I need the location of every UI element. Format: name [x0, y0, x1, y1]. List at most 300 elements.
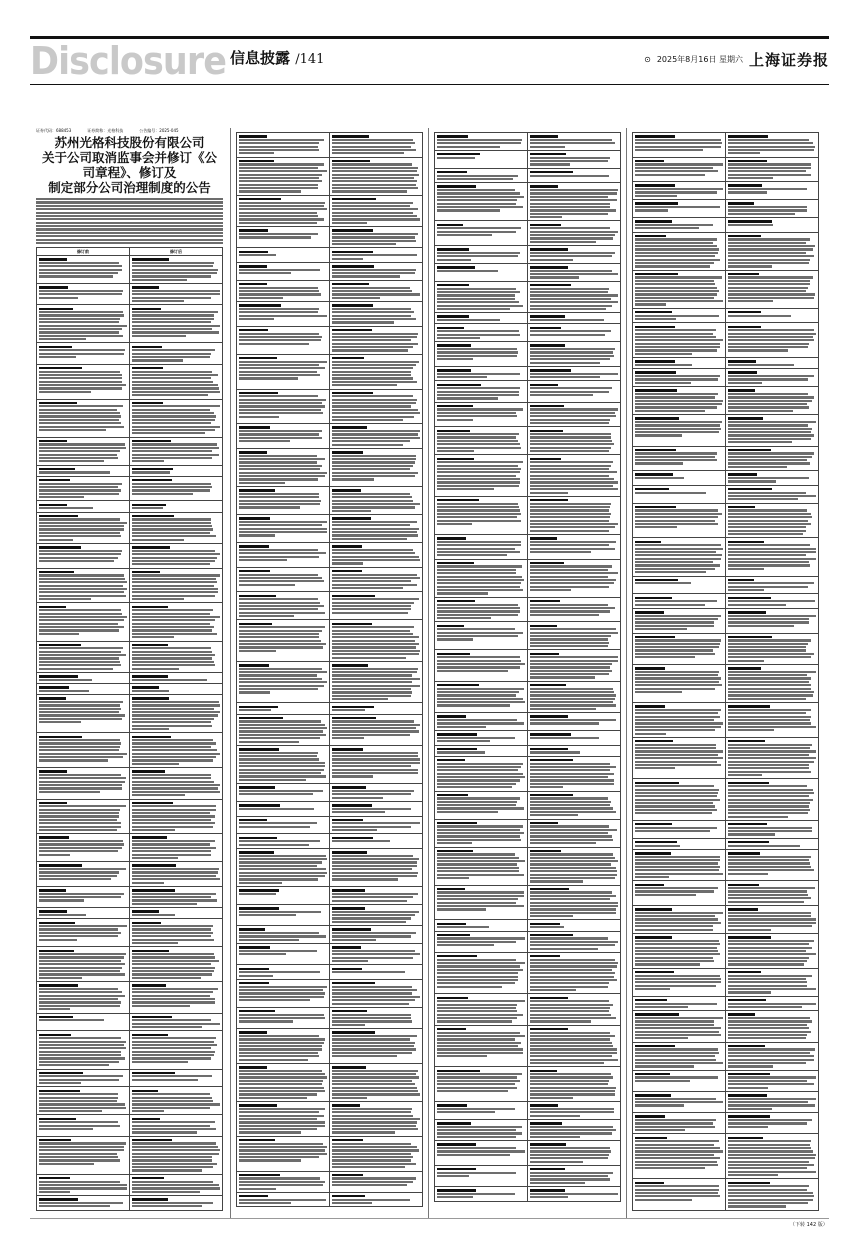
table-cell: [435, 246, 528, 264]
table-cell: [130, 1174, 223, 1195]
table-cell: [633, 1113, 726, 1134]
table-row: [237, 979, 423, 1007]
table-cell: [330, 543, 423, 568]
table-row: [633, 905, 819, 933]
table-cell: [330, 1102, 423, 1137]
table-cell: [237, 133, 330, 158]
table-cell: [435, 622, 528, 650]
table-cell: [37, 568, 130, 603]
stock-code: 证券代码：688453: [36, 128, 72, 133]
table-row: [37, 919, 223, 947]
table-cell: [528, 1067, 621, 1102]
table-cell: [37, 256, 130, 284]
table-row: [237, 424, 423, 449]
table-cell: [330, 1171, 423, 1192]
table-cell: [435, 1119, 528, 1140]
table-cell: [726, 838, 819, 849]
table-cell: [330, 302, 423, 327]
table-row: [633, 471, 819, 486]
table-cell: [633, 1070, 726, 1091]
company-name: 苏州光格科技股份有限公司: [54, 135, 205, 150]
table-row: [37, 684, 223, 695]
table-cell: [37, 695, 130, 733]
table-cell: [37, 641, 130, 672]
table-row: [633, 270, 819, 308]
table-cell: [528, 427, 621, 455]
table-cell: [528, 221, 621, 246]
table-cell: [330, 1063, 423, 1101]
table-row: [633, 779, 819, 821]
table-cell: [130, 501, 223, 512]
table-cell: [237, 195, 330, 226]
table-cell: [528, 1165, 621, 1186]
table-cell: [528, 281, 621, 312]
table-row: [435, 1119, 621, 1140]
table-cell: [237, 661, 330, 703]
notice-codes: [36, 128, 223, 133]
table-cell: [528, 994, 621, 1025]
table-cell: [528, 791, 621, 819]
header-before: 修订前: [37, 248, 130, 256]
table-cell: [435, 791, 528, 819]
table-cell: [130, 603, 223, 641]
table-cell: [330, 848, 423, 886]
table-row: [435, 246, 621, 264]
column-3: [434, 132, 621, 1216]
table-cell: [726, 633, 819, 664]
table-cell: [435, 931, 528, 952]
table-cell: [37, 1136, 130, 1174]
table-row: [37, 1069, 223, 1087]
table-row: [435, 281, 621, 312]
table-cell: [37, 1031, 130, 1069]
table-cell: [130, 465, 223, 476]
table-cell: [130, 512, 223, 543]
table-cell: [726, 1070, 819, 1091]
table-row: [435, 455, 621, 497]
table-row: [435, 559, 621, 597]
table-cell: [37, 768, 130, 799]
table-row: [37, 399, 223, 437]
table-cell: [330, 1192, 423, 1207]
table-cell: [130, 733, 223, 768]
table-cell: [528, 681, 621, 712]
table-row: [237, 926, 423, 944]
table-cell: [237, 515, 330, 543]
table-cell: [528, 150, 621, 168]
table-cell: [528, 1141, 621, 1166]
table-row: [37, 886, 223, 907]
table-row: [37, 568, 223, 603]
table-row: [633, 308, 819, 323]
table-row: [633, 157, 819, 182]
table-cell: [130, 1115, 223, 1136]
column-divider: [626, 128, 627, 1218]
table-cell: [435, 1067, 528, 1102]
table-row: [37, 465, 223, 476]
table-row: [633, 182, 819, 200]
table-cell: [633, 270, 726, 308]
table-cell: [435, 819, 528, 847]
comparison-table-cont: [632, 132, 819, 1211]
table-row: [633, 849, 819, 880]
table-cell: [633, 182, 726, 200]
table-cell: [330, 1029, 423, 1064]
table-row: [435, 1102, 621, 1120]
table-row: [37, 437, 223, 465]
table-cell: [237, 1136, 330, 1171]
table-row: [37, 284, 223, 305]
table-row: [435, 402, 621, 427]
table-cell: [528, 455, 621, 497]
table-row: [435, 756, 621, 791]
table-row: [37, 343, 223, 364]
table-cell: [237, 1029, 330, 1064]
table-cell: [330, 784, 423, 802]
table-row: [237, 784, 423, 802]
table-cell: [633, 1042, 726, 1070]
table-row: [237, 248, 423, 263]
table-row: [435, 1141, 621, 1166]
table-cell: [237, 904, 330, 925]
table-cell: [330, 448, 423, 486]
table-cell: [237, 227, 330, 248]
table-cell: [237, 620, 330, 662]
table-cell: [330, 965, 423, 980]
table-row: [237, 227, 423, 248]
table-cell: [37, 799, 130, 834]
table-row: [435, 920, 621, 931]
table-cell: [633, 664, 726, 702]
table-row: [237, 567, 423, 592]
table-row: [435, 745, 621, 756]
table-cell: [633, 881, 726, 906]
table-cell: [726, 820, 819, 838]
table-cell: [726, 779, 819, 821]
table-cell: [130, 834, 223, 862]
table-cell: [237, 1063, 330, 1101]
table-cell: [130, 684, 223, 695]
table-row: [37, 364, 223, 399]
table-cell: [130, 1136, 223, 1174]
table-cell: [435, 1187, 528, 1202]
table-row: [633, 608, 819, 633]
table-cell: [435, 847, 528, 885]
table-cell: [528, 402, 621, 427]
table-cell: [726, 1091, 819, 1112]
table-row: [633, 218, 819, 233]
table-cell: [528, 1025, 621, 1067]
table-row: [237, 965, 423, 980]
table-cell: [330, 834, 423, 849]
table-row: [633, 369, 819, 387]
table-cell: [130, 768, 223, 799]
table-cell: [528, 920, 621, 931]
table-cell: [435, 221, 528, 246]
table-row: [435, 221, 621, 246]
table-row: [37, 695, 223, 733]
table-row: [435, 427, 621, 455]
table-row: [37, 1031, 223, 1069]
table-cell: [435, 366, 528, 381]
table-row: [435, 183, 621, 221]
table-cell: [130, 1087, 223, 1115]
table-cell: [37, 908, 130, 919]
table-row: [435, 597, 621, 622]
table-row: [37, 1136, 223, 1174]
table-cell: [726, 737, 819, 779]
table-row: [237, 157, 423, 195]
table-cell: [237, 424, 330, 449]
table-cell: [37, 364, 130, 399]
masthead-right: [644, 49, 829, 70]
table-row: [37, 1174, 223, 1195]
table-row: [237, 487, 423, 515]
table-cell: [237, 248, 330, 263]
table-cell: [633, 1011, 726, 1042]
table-cell: [130, 305, 223, 343]
table-cell: [330, 926, 423, 944]
table-row: [237, 326, 423, 354]
table-cell: [330, 816, 423, 834]
table-cell: [726, 323, 819, 358]
table-cell: [726, 308, 819, 323]
table-cell: [633, 323, 726, 358]
title-line-1: 关于公司取消监事会并修订《公司章程》、修订及: [41, 150, 217, 180]
table-cell: [37, 1115, 130, 1136]
table-row: [633, 323, 819, 358]
table-cell: [633, 218, 726, 233]
table-cell: [330, 248, 423, 263]
intro-text: [36, 198, 223, 244]
clock-icon: ⊙: [644, 55, 651, 64]
table-row: [435, 381, 621, 402]
table-cell: [237, 1007, 330, 1028]
table-row: [37, 908, 223, 919]
table-cell: [633, 446, 726, 471]
table-row: [237, 620, 423, 662]
section-name: 信息披露: [230, 49, 291, 67]
table-cell: [726, 232, 819, 270]
table-cell: [237, 714, 330, 745]
table-cell: [726, 200, 819, 218]
table-cell: [528, 496, 621, 534]
table-cell: [330, 424, 423, 449]
table-cell: [37, 862, 130, 887]
table-cell: [237, 389, 330, 424]
table-row: [435, 1187, 621, 1202]
table-cell: [130, 568, 223, 603]
table-cell: [237, 280, 330, 301]
table-row: [633, 576, 819, 594]
table-cell: [130, 886, 223, 907]
table-cell: [435, 496, 528, 534]
table-cell: [528, 313, 621, 324]
table-row: [237, 887, 423, 905]
table-cell: [528, 931, 621, 952]
table-cell: [633, 200, 726, 218]
table-row: [237, 944, 423, 965]
table-cell: [633, 594, 726, 609]
table-cell: [37, 1174, 130, 1195]
table-cell: [37, 1087, 130, 1115]
table-row: [633, 703, 819, 738]
table-cell: [237, 926, 330, 944]
table-row: [37, 1115, 223, 1136]
table-cell: [435, 920, 528, 931]
table-cell: [237, 262, 330, 280]
table-cell: [528, 324, 621, 342]
table-cell: [726, 133, 819, 158]
table-row: [237, 848, 423, 886]
table-row: [37, 603, 223, 641]
table-cell: [726, 157, 819, 182]
table-cell: [435, 1102, 528, 1120]
table-cell: [528, 381, 621, 402]
table-row: [237, 1192, 423, 1207]
table-row: [37, 256, 223, 284]
table-cell: [237, 157, 330, 195]
table-cell: [726, 387, 819, 415]
table-cell: [528, 559, 621, 597]
table-row: [633, 133, 819, 158]
table-row: [435, 847, 621, 885]
table-cell: [130, 399, 223, 437]
table-cell: [330, 714, 423, 745]
table-cell: [435, 324, 528, 342]
table-cell: [633, 820, 726, 838]
table-cell: [528, 650, 621, 681]
table-row: [435, 535, 621, 560]
table-cell: [633, 608, 726, 633]
table-cell: [726, 1134, 819, 1179]
table-row: [633, 485, 819, 503]
table-row: [633, 664, 819, 702]
table-cell: [726, 1011, 819, 1042]
table-row: [633, 996, 819, 1011]
table-cell: [726, 182, 819, 200]
table-row: [37, 672, 223, 683]
table-row: [633, 838, 819, 849]
table-cell: [726, 503, 819, 538]
table-row: [633, 1042, 819, 1070]
table-cell: [726, 664, 819, 702]
table-row: [37, 862, 223, 887]
table-row: [237, 802, 423, 817]
table-cell: [130, 543, 223, 568]
table-cell: [37, 886, 130, 907]
table-cell: [726, 1113, 819, 1134]
table-row: [633, 968, 819, 996]
table-row: [435, 366, 621, 381]
comparison-table-body: [435, 133, 621, 1202]
table-cell: [633, 387, 726, 415]
table-cell: [435, 731, 528, 746]
table-row: [435, 1067, 621, 1102]
table-cell: [633, 485, 726, 503]
table-row: [633, 538, 819, 576]
table-cell: [330, 567, 423, 592]
table-cell: [435, 342, 528, 367]
table-cell: [633, 471, 726, 486]
comparison-table: [36, 247, 223, 1211]
table-cell: [435, 1025, 528, 1067]
table-cell: [130, 908, 223, 919]
table-cell: [37, 1069, 130, 1087]
table-row: [435, 791, 621, 819]
table-cell: [237, 448, 330, 486]
table-cell: [435, 427, 528, 455]
masthead-rule: [30, 84, 829, 85]
table-cell: [528, 819, 621, 847]
table-row: [237, 1171, 423, 1192]
table-row: [633, 737, 819, 779]
table-cell: [237, 816, 330, 834]
table-cell: [633, 838, 726, 849]
table-cell: [37, 476, 130, 501]
table-cell: [726, 881, 819, 906]
announcement-number: 公告编号：2025-045: [139, 128, 179, 133]
table-row: [435, 324, 621, 342]
table-cell: [435, 455, 528, 497]
table-cell: [237, 834, 330, 849]
table-cell: [435, 263, 528, 281]
table-cell: [330, 904, 423, 925]
table-cell: [633, 308, 726, 323]
table-cell: [37, 437, 130, 465]
table-cell: [37, 684, 130, 695]
table-cell: [435, 168, 528, 183]
table-cell: [237, 302, 330, 327]
table-row: [237, 904, 423, 925]
table-row: [435, 819, 621, 847]
table-cell: [726, 608, 819, 633]
table-cell: [633, 232, 726, 270]
table-row: [633, 1011, 819, 1042]
table-row: [37, 476, 223, 501]
table-cell: [330, 745, 423, 783]
table-cell: [237, 979, 330, 1007]
table-row: [37, 1087, 223, 1115]
table-cell: [330, 703, 423, 714]
table-cell: [633, 905, 726, 933]
column-4: [632, 132, 819, 1216]
table-cell: [435, 381, 528, 402]
table-cell: [330, 887, 423, 905]
table-cell: [37, 501, 130, 512]
table-cell: [330, 487, 423, 515]
table-row: [237, 280, 423, 301]
table-cell: [37, 672, 130, 683]
table-cell: [633, 1179, 726, 1210]
table-row: [237, 133, 423, 158]
table-row: [633, 1113, 819, 1134]
table-cell: [726, 218, 819, 233]
table-row: [37, 641, 223, 672]
page-number: /141: [295, 52, 325, 67]
table-cell: [37, 834, 130, 862]
table-row: [37, 305, 223, 343]
table-cell: [237, 487, 330, 515]
table-cell: [237, 745, 330, 783]
table-row: [435, 496, 621, 534]
table-cell: [726, 576, 819, 594]
table-cell: [237, 543, 330, 568]
continued-note: （下转 142 版）: [790, 1222, 828, 1228]
table-row: [633, 200, 819, 218]
table-cell: [330, 515, 423, 543]
table-cell: [633, 415, 726, 446]
